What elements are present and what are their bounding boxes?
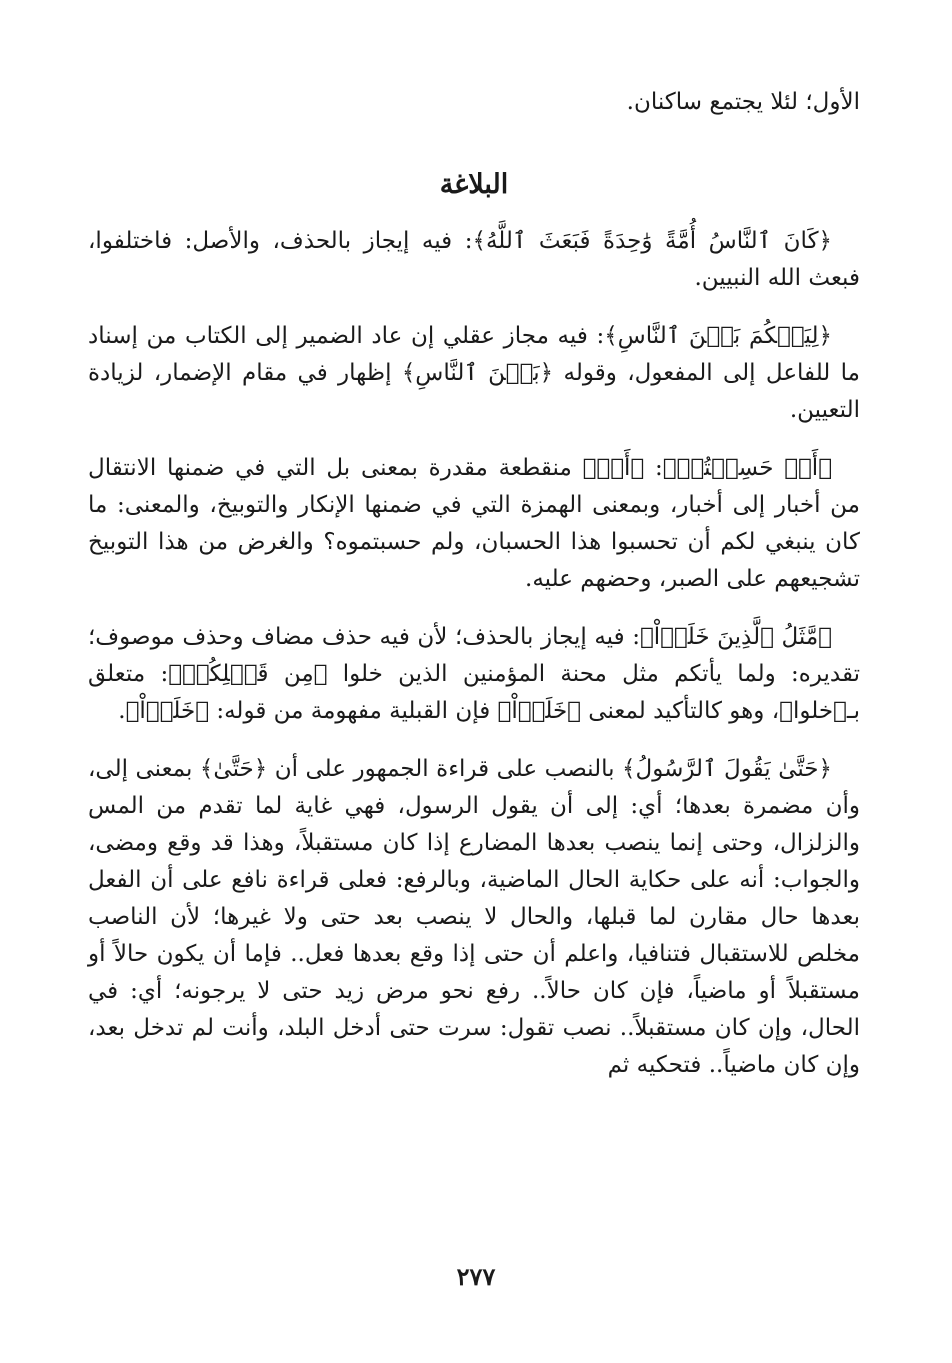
page-body	[88, 84, 860, 1105]
paragraph: ﴿لِيَحۡكُمَ بَيۡنَ ٱلنَّاسِ﴾: فيه مجاز عقلي إن عاد الضمير إلى الكتاب من إسناد ما للفاعل إلى المفعول، وقوله ﴿بَيۡنَ ٱلنَّاسِ﴾ إظهار في مقام الإضمار، لزيادة التعيين.	[88, 323, 860, 423]
section-heading: البلاغة	[439, 169, 509, 200]
page-number: ٢٧٧	[456, 1262, 496, 1291]
paragraph: ﴿مَّثَلُ ٱلَّذِينَ خَلَوۡاْ﴾: فيه إيجاز بالحذف؛ لأن فيه حذف مضاف وحذف موصوف؛ تقديره: ولما يأتكم مثل محنة المؤمنين الذين خلوا ﴿مِن قَبۡلِكُمۖ﴾: متعلق بـ﴿خلوا﴾، وهو كالتأكيد لمعنى ﴿خَلَوۡاْ﴾ فإن القبلية مفهومة من قوله: ﴿خَلَوۡاْ﴾.	[88, 624, 860, 724]
intro-line: الأول؛ لئلا يجتمع ساكنان.	[626, 89, 860, 115]
paragraph: ﴿كَانَ ٱلنَّاسُ أُمَّةً وَٰحِدَةً فَبَعَثَ ٱللَّهُ﴾: فيه إيجاز بالحذف، والأصل: فاختلفوا، فبعث الله النبيين.	[88, 228, 860, 291]
paragraph: ﴿أَمۡ حَسِبۡتُمۡ﴾: ﴿أَمۡ﴾ منقطعة مقدرة بمعنى بل التي في ضمنها الانتقال من أخبار إلى أخبار، وبمعنى الهمزة التي في ضمنها الإنكار والتوبيخ، والمعنى: ما كان ينبغي لكم أن تحسبوا هذا الحسبان، ولم حسبتموه؟ والغرض من هذا التوبيخ تشجيعهم على الصبر، وحضهم عليه.	[88, 455, 860, 592]
paragraph: ﴿حَتَّىٰ يَقُولَ ٱلرَّسُولُ﴾ بالنصب على قراءة الجمهور على أن ﴿حَتَّىٰ﴾ بمعنى إلى، وأن مضمرة بعدها؛ أي: إلى أن يقول الرسول، فهي غاية لما تقدم من المس والزلزال، وحتى إنما ينصب بعدها المضارع إذا كان مستقبلاً، وهذا قد وقع ومضى، والجواب: أنه على حكاية الحال الماضية، وبالرفع: فعلى قراءة نافع على أن الفعل بعدها حال مقارن لما قبلها، والحال لا ينصب بعد حتى ولا غيرها؛ لأن الناصب مخلص للاستقبال فتنافيا، واعلم أن حتى إذا وقع بعدها فعل.. فإما أن يكون حالاً أو مستقبلاً أو ماضياً، فإن كان حالاً.. رفع نحو مرض زيد حتى لا يرجونه؛ أي: في الحال، وإن كان مستقبلاً.. نصب تقول: سرت حتى أدخل البلد، وأنت لم تدخل بعد، وإن كان ماضياً.. فتحكيه ثم	[88, 756, 860, 1078]
